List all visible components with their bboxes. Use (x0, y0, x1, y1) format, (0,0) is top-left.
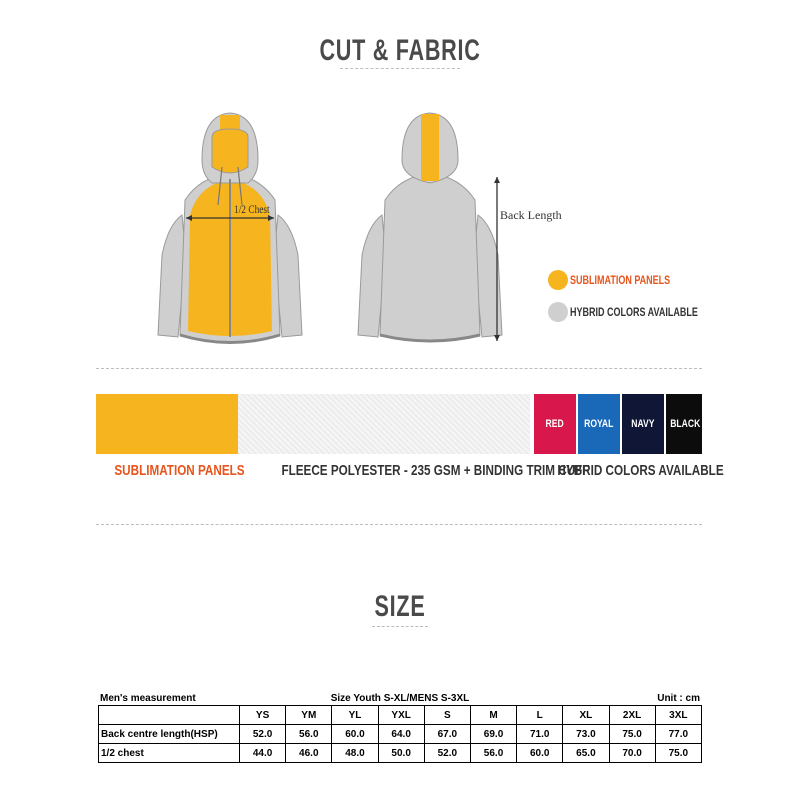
hybrid-dot-icon (548, 302, 568, 322)
col-header: YM (286, 706, 332, 725)
row-label: 1/2 chest (99, 744, 240, 763)
sublimation-caption: SUBLIMATION PANELS (114, 462, 245, 479)
back-length-label: Back Length (500, 208, 562, 222)
table-cell: 44.0 (240, 744, 286, 763)
sublimation-swatch (96, 394, 238, 454)
hybrid-caption: HYBRID COLORS AVAILABLE (557, 462, 724, 479)
table-cell: 75.0 (609, 725, 655, 744)
table-cell: 67.0 (424, 725, 470, 744)
table-cell: 77.0 (655, 725, 701, 744)
table-header-row (99, 706, 702, 725)
table-cell: 65.0 (563, 744, 609, 763)
swatch-royal: ROYAL (578, 394, 620, 454)
table-title-left: Men's measurement (100, 693, 196, 704)
table-cell: 73.0 (563, 725, 609, 744)
table-cell: 64.0 (378, 725, 424, 744)
swatch-red: RED (534, 394, 576, 454)
swatch-black: BLACK (666, 394, 702, 454)
cut-fabric-heading: CUT & FABRIC (319, 34, 481, 67)
col-header: YL (332, 706, 378, 725)
table-cell: 60.0 (517, 744, 563, 763)
table-cell: 56.0 (470, 744, 516, 763)
section-divider (96, 368, 702, 369)
table-cell: 46.0 (286, 744, 332, 763)
table-cell: 56.0 (286, 725, 332, 744)
table-cell: 70.0 (609, 744, 655, 763)
table-cell: 71.0 (517, 725, 563, 744)
table-cell: 69.0 (470, 725, 516, 744)
col-header: YXL (378, 706, 424, 725)
table-cell: 52.0 (424, 744, 470, 763)
fleece-caption: FLEECE POLYESTER - 235 GSM + BINDING TRIM CUFF (281, 462, 590, 479)
table-title-center: Size Youth S-XL/MENS S-3XL (330, 693, 470, 704)
front-hoodie (158, 113, 302, 343)
col-header: L (517, 706, 563, 725)
heading-underline (340, 68, 460, 69)
col-header: M (470, 706, 516, 725)
section-divider-2 (96, 524, 702, 525)
fleece-swatch (238, 394, 530, 454)
size-table (98, 705, 702, 763)
table-cell: 75.0 (655, 744, 701, 763)
hoodie-illustration (140, 105, 540, 355)
table-row (99, 744, 702, 763)
back-hoodie (358, 113, 502, 341)
size-underline (372, 626, 428, 627)
table-title-right: Unit : cm (657, 693, 700, 704)
col-header: 2XL (609, 706, 655, 725)
swatch-navy: NAVY (622, 394, 664, 454)
col-header: YS (240, 706, 286, 725)
col-header: 3XL (655, 706, 701, 725)
table-cell: 48.0 (332, 744, 378, 763)
col-header: S (424, 706, 470, 725)
table-cell: 50.0 (378, 744, 424, 763)
table-cell: 52.0 (240, 725, 286, 744)
size-heading: SIZE (374, 590, 426, 623)
chest-label: 1/2 Chest (234, 202, 270, 216)
table-cell: 60.0 (332, 725, 378, 744)
row-label: Back centre length(HSP) (99, 725, 240, 744)
col-header: XL (563, 706, 609, 725)
table-row (99, 725, 702, 744)
sublimation-dot-icon (548, 270, 568, 290)
